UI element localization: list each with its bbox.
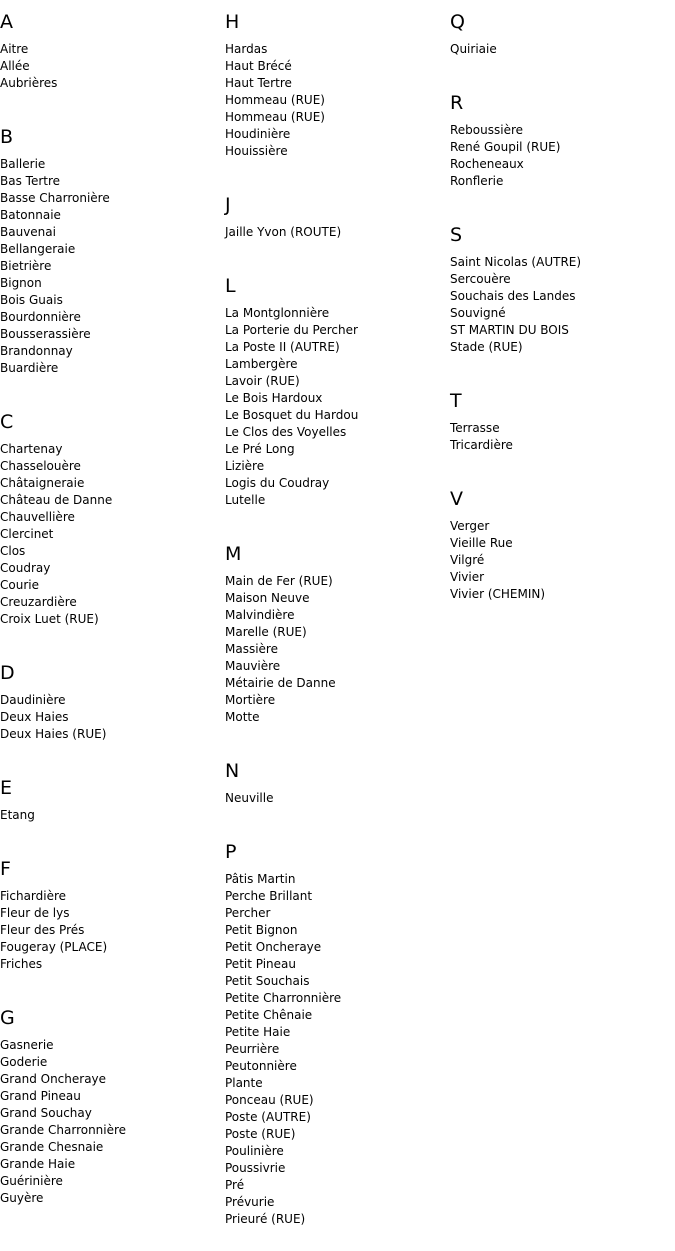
street-link[interactable]: Peutonnière [225, 1059, 297, 1073]
street-link[interactable]: Brandonnay [0, 344, 73, 358]
street-link[interactable]: Petit Bignon [225, 923, 298, 937]
street-link[interactable]: Jaille Yvon (ROUTE) [225, 225, 342, 239]
street-link[interactable]: Bois Guais [0, 293, 63, 307]
street-list [225, 305, 450, 509]
letter-group [225, 532, 450, 726]
street-list [0, 888, 225, 973]
street-list [225, 224, 450, 241]
street-link[interactable]: Hommeau (RUE) [225, 93, 325, 107]
street-link[interactable]: Petite Haie [225, 1025, 291, 1039]
street-list [0, 692, 225, 743]
street-link[interactable]: Logis du Coudray [225, 476, 330, 490]
street-link[interactable]: Clos [0, 544, 26, 558]
street-link[interactable]: Sercouère [450, 272, 511, 286]
street-link[interactable]: Coudray [0, 561, 51, 575]
street-link[interactable]: Mauvière [225, 659, 281, 673]
street-link[interactable]: Poussivrie [225, 1161, 286, 1175]
street-link[interactable]: Petite Chênaie [225, 1008, 313, 1022]
street-link[interactable]: Maison Neuve [225, 591, 310, 605]
letter-group [225, 749, 450, 807]
letter-group [450, 213, 675, 356]
letter-heading: V [450, 488, 463, 510]
letter-heading: J [225, 194, 231, 216]
street-link[interactable]: Deux Haies (RUE) [0, 727, 107, 741]
street-column [225, 0, 450, 1251]
street-link[interactable]: Gasnerie [0, 1038, 54, 1052]
street-link[interactable]: Bas Tertre [0, 174, 61, 188]
street-list [450, 420, 675, 454]
street-link[interactable]: La Montglonnière [225, 306, 330, 320]
street-link[interactable]: Fichardière [0, 889, 67, 903]
street-link[interactable]: La Poste II (AUTRE) [225, 340, 340, 354]
street-list [225, 790, 450, 807]
letter-group [225, 183, 450, 241]
street-link[interactable]: Friches [0, 957, 43, 971]
letter-heading: D [0, 662, 15, 684]
street-link[interactable]: Houdinière [225, 127, 291, 141]
street-link[interactable]: Chasselouère [0, 459, 81, 473]
street-link[interactable]: Lavoir (RUE) [225, 374, 300, 388]
street-link[interactable]: Vivier (CHEMIN) [450, 587, 546, 601]
letter-heading: C [0, 411, 14, 433]
street-link[interactable]: Petit Oncheraye [225, 940, 322, 954]
street-link[interactable]: Grande Chesnaie [0, 1140, 104, 1154]
street-link[interactable]: Croix Luet (RUE) [0, 612, 99, 626]
street-link[interactable]: Buardière [0, 361, 59, 375]
street-link[interactable]: Bignon [0, 276, 42, 290]
street-link[interactable]: Terrasse [450, 421, 500, 435]
street-link[interactable]: Petit Pineau [225, 957, 297, 971]
letter-group [225, 830, 450, 1228]
street-link[interactable]: Malvindière [225, 608, 295, 622]
street-link[interactable]: Massière [225, 642, 278, 656]
street-link[interactable]: Basse Charronière [0, 191, 110, 205]
street-link[interactable]: Bellangeraie [0, 242, 76, 256]
street-link[interactable]: Guérinière [0, 1174, 63, 1188]
street-link[interactable]: Hardas [225, 42, 268, 56]
street-link[interactable]: Peurrière [225, 1042, 280, 1056]
street-list [0, 1037, 225, 1207]
street-link[interactable]: Daudinière [0, 693, 66, 707]
letter-heading: T [450, 390, 462, 412]
street-link[interactable]: Haut Tertre [225, 76, 292, 90]
street-link[interactable]: Neuville [225, 791, 274, 805]
street-link[interactable]: Bietrière [0, 259, 52, 273]
letter-group [0, 651, 225, 743]
letter-heading: S [450, 224, 463, 246]
street-link[interactable]: Aitre [0, 42, 29, 56]
street-link[interactable]: Grande Charronnière [0, 1123, 127, 1137]
letter-group [450, 81, 675, 190]
street-link[interactable]: Grande Haie [0, 1157, 76, 1171]
street-link[interactable]: La Porterie du Percher [225, 323, 358, 337]
letter-heading: Q [450, 11, 465, 33]
street-link[interactable]: Courie [0, 578, 39, 592]
street-link[interactable]: Allée [0, 59, 30, 73]
street-link[interactable]: Prévurie [225, 1195, 275, 1209]
letter-group [0, 400, 225, 628]
street-link[interactable]: Grand Pineau [0, 1089, 81, 1103]
street-link[interactable]: Souvigné [450, 306, 506, 320]
street-link[interactable]: Percher [225, 906, 271, 920]
letter-group [450, 477, 675, 603]
letter-group [450, 0, 675, 58]
street-link[interactable]: Mortière [225, 693, 276, 707]
street-link[interactable]: Quiriaie [450, 42, 497, 56]
street-link[interactable]: Château de Danne [0, 493, 113, 507]
street-link[interactable]: Bauvenai [0, 225, 56, 239]
street-link[interactable]: Lizière [225, 459, 265, 473]
street-link[interactable]: Vilgré [450, 553, 485, 567]
street-list [450, 254, 675, 356]
street-list [0, 807, 225, 824]
letter-group [0, 766, 225, 824]
street-link[interactable]: Aubrières [0, 76, 58, 90]
street-link[interactable]: Goderie [0, 1055, 48, 1069]
street-list [0, 441, 225, 628]
street-link[interactable]: Pâtis Martin [225, 872, 296, 886]
letter-heading: B [0, 126, 14, 148]
letter-group [0, 115, 225, 377]
street-link[interactable]: Vieille Rue [450, 536, 513, 550]
street-link[interactable]: ST MARTIN DU BOIS [450, 323, 569, 337]
street-link[interactable]: Petit Souchais [225, 974, 310, 988]
street-link[interactable]: Lambergère [225, 357, 298, 371]
street-link[interactable]: Main de Fer (RUE) [225, 574, 333, 588]
street-link[interactable]: Pré [225, 1178, 245, 1192]
street-link[interactable]: Bousserassière [0, 327, 91, 341]
street-link[interactable]: Motte [225, 710, 260, 724]
letter-group [0, 996, 225, 1207]
letter-group [225, 264, 450, 509]
street-link[interactable]: Ponceau (RUE) [225, 1093, 314, 1107]
letter-group [0, 0, 225, 92]
street-link[interactable]: Chartenay [0, 442, 63, 456]
street-link[interactable]: Marelle (RUE) [225, 625, 307, 639]
street-list [450, 518, 675, 603]
street-link[interactable]: Poste (AUTRE) [225, 1110, 311, 1124]
street-link[interactable]: Lutelle [225, 493, 266, 507]
street-link[interactable]: Grand Souchay [0, 1106, 92, 1120]
letter-heading: N [225, 760, 240, 782]
street-link[interactable]: Le Bois Hardoux [225, 391, 323, 405]
street-link[interactable]: Perche Brillant [225, 889, 313, 903]
street-link[interactable]: Houissière [225, 144, 288, 158]
street-link[interactable]: Châtaigneraie [0, 476, 85, 490]
street-column [0, 0, 225, 1230]
street-link[interactable]: Le Bosquet du Hardou [225, 408, 359, 422]
street-list [225, 41, 450, 160]
street-link[interactable]: René Goupil (RUE) [450, 140, 561, 154]
street-link[interactable]: Stade (RUE) [450, 340, 523, 354]
letter-heading: P [225, 841, 237, 863]
street-link[interactable]: Poste (RUE) [225, 1127, 296, 1141]
street-link[interactable]: Reboussière [450, 123, 524, 137]
street-link[interactable]: Clercinet [0, 527, 54, 541]
letter-heading: G [0, 1007, 15, 1029]
street-link[interactable]: Chauvellière [0, 510, 75, 524]
street-link[interactable]: Etang [0, 808, 35, 822]
street-link[interactable]: Grand Oncheraye [0, 1072, 107, 1086]
street-link[interactable]: Le Clos des Voyelles [225, 425, 347, 439]
letter-heading: H [225, 11, 240, 33]
street-link[interactable]: Ballerie [0, 157, 46, 171]
letter-group [225, 0, 450, 160]
street-link[interactable]: Verger [450, 519, 490, 533]
street-link[interactable]: Vivier [450, 570, 485, 584]
street-link[interactable]: Plante [225, 1076, 263, 1090]
street-link[interactable]: Le Pré Long [225, 442, 295, 456]
letter-heading: F [0, 858, 11, 880]
street-link[interactable]: Haut Brécé [225, 59, 292, 73]
street-link[interactable]: Deux Haies [0, 710, 69, 724]
letter-group [450, 379, 675, 454]
letter-heading: E [0, 777, 13, 799]
street-link[interactable]: Batonnaie [0, 208, 61, 222]
street-list [450, 122, 675, 190]
letter-heading: L [225, 275, 236, 297]
street-link[interactable]: Bourdonnière [0, 310, 81, 324]
street-link[interactable]: Métairie de Danne [225, 676, 336, 690]
street-link[interactable]: Rocheneaux [450, 157, 524, 171]
street-link[interactable]: Souchais des Landes [450, 289, 576, 303]
street-link[interactable]: Tricardière [450, 438, 513, 452]
street-list [225, 573, 450, 726]
street-link[interactable]: Creuzardière [0, 595, 77, 609]
letter-heading: A [0, 11, 13, 33]
street-link[interactable]: Guyère [0, 1191, 44, 1205]
street-link[interactable]: Hommeau (RUE) [225, 110, 325, 124]
street-link[interactable]: Saint Nicolas (AUTRE) [450, 255, 582, 269]
letter-heading: M [225, 543, 242, 565]
letter-heading: R [450, 92, 464, 114]
street-link[interactable]: Fleur des Prés [0, 923, 85, 937]
street-link[interactable]: Poulinière [225, 1144, 284, 1158]
street-list [0, 156, 225, 377]
street-link[interactable]: Fougeray (PLACE) [0, 940, 108, 954]
street-link[interactable]: Ronflerie [450, 174, 504, 188]
street-link[interactable]: Petite Charronnière [225, 991, 342, 1005]
street-list [450, 41, 675, 58]
letter-group [0, 847, 225, 973]
street-list [225, 871, 450, 1228]
street-link[interactable]: Prieuré (RUE) [225, 1212, 306, 1226]
street-column [450, 0, 675, 626]
street-list [0, 41, 225, 92]
street-link[interactable]: Fleur de lys [0, 906, 70, 920]
